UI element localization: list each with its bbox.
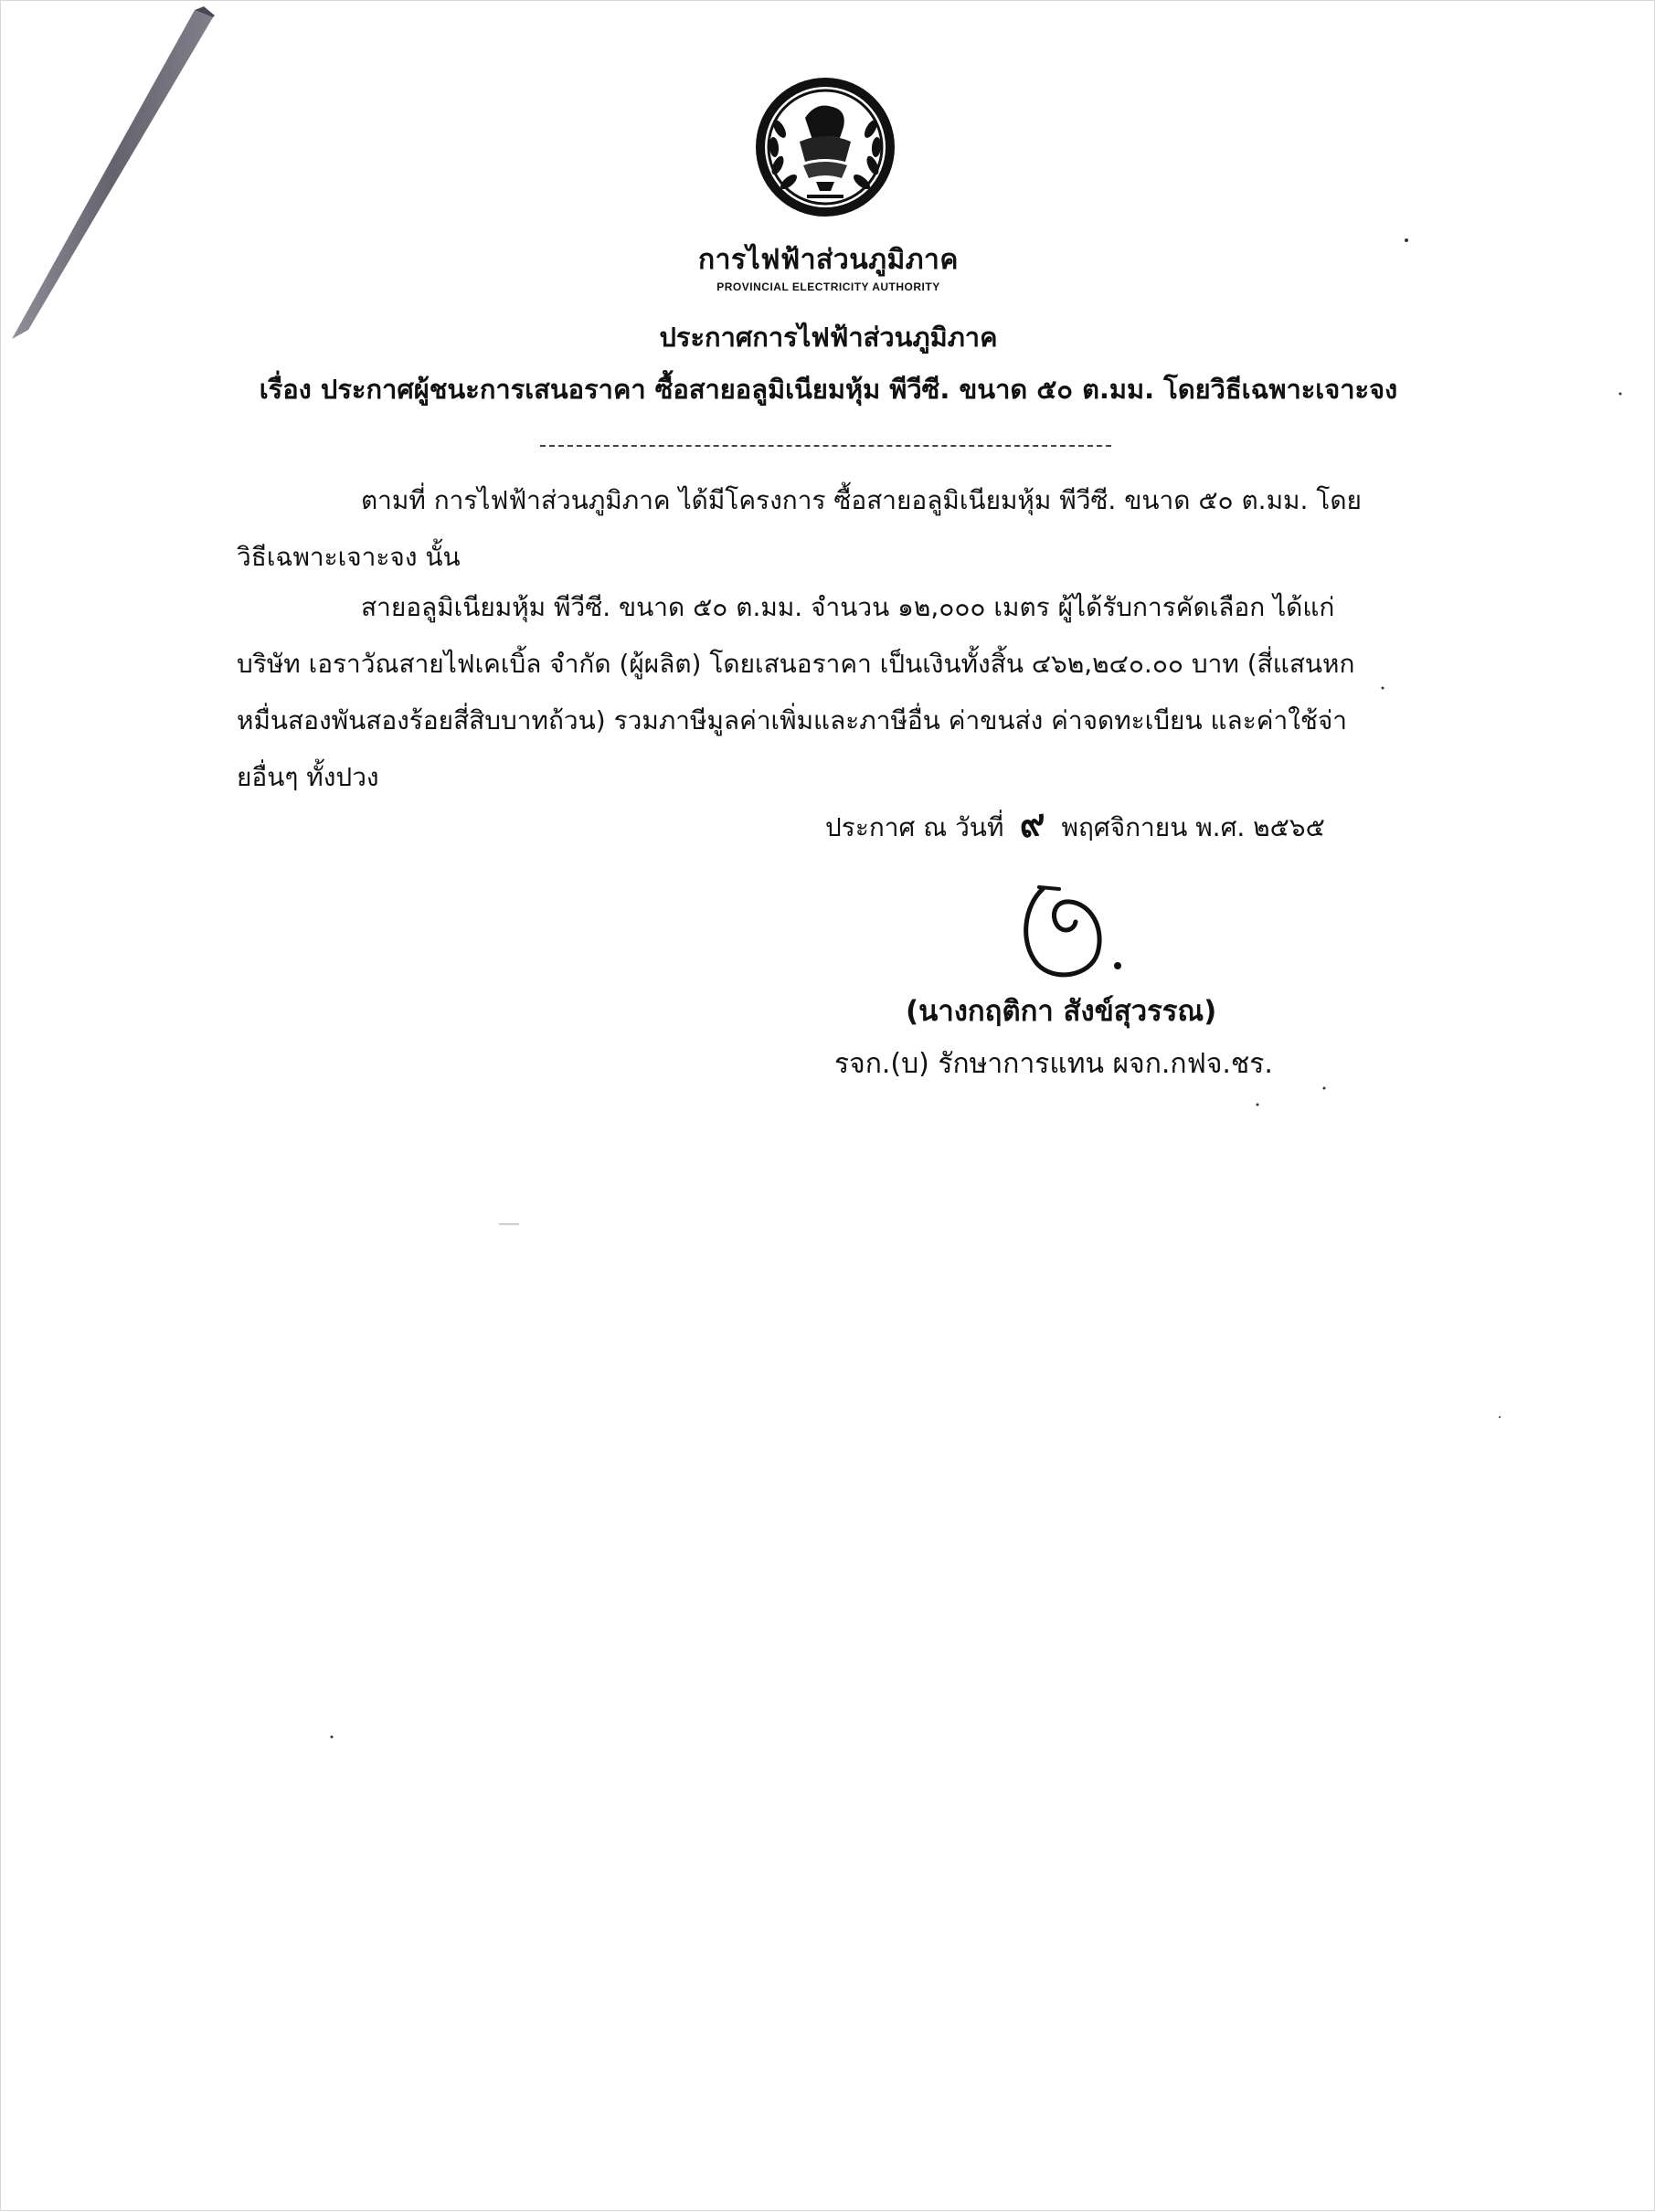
- announcement-title: ประกาศการไฟฟ้าส่วนภูมิภาค: [659, 322, 998, 353]
- org-name-english: PROVINCIAL ELECTRICITY AUTHORITY: [716, 280, 940, 293]
- signer-name: (นางกฤติกา สังข์สุวรรณ): [906, 995, 1217, 1028]
- date-month-year: พฤศจิกายน พ.ศ. ๒๕๖๕: [1061, 812, 1325, 842]
- handwritten-day: ๙: [1016, 800, 1049, 847]
- org-name-thai: การไฟฟ้าส่วนภูมิภาค: [698, 244, 959, 276]
- paragraph-award: สายอลูมิเนียมหุ้ม พีวีซี. ขนาด ๕๐ ต.มม. จำนวน ๑๒,๐๐๐ เมตร ผู้ได้รับการคัดเลือก ได้แก่ บริษัท เอราวัณสายไฟเคเบิ้ล จำกัด (ผู้ผลิต) โดยเสนอราคา เป็นเงินทั้งสิ้น ๔๖๒,๒๔๐.๐๐ บาท (สี่แสนหกหมื่นสองพันสองร้อยสี่สิบบาทถ้วน) รวมภาษีมูลค่าเพิ่มและภาษีอื่น ค่าขนส่ง ค่าจดทะเบียน และค่าใช้จ่ายอื่นๆ ทั้งปวง: [237, 592, 1355, 792]
- subject-line: เรื่อง ประกาศผู้ชนะการเสนอราคา ซื้อสายอลูมิเนียมหุ้ม พีวีซี. ขนาด ๕๐ ต.มม. โดยวิธีเฉพาะเจาะจง: [259, 374, 1398, 405]
- date-prefix: ประกาศ ณ วันที่: [825, 812, 1004, 842]
- scan-specks: [1, 1, 1655, 2212]
- signer-position: รจก.(บ) รักษาการแทน ผจก.กฟจ.ชร.: [834, 1048, 1273, 1080]
- paragraph-project: ตามที่ การไฟฟ้าส่วนภูมิภาค ได้มีโครงการ ซื้อสายอลูมิเนียมหุ้ม พีวีซี. ขนาด ๕๐ ต.มม. โดยวิธีเฉพาะเจาะจง นั้น: [237, 485, 1362, 572]
